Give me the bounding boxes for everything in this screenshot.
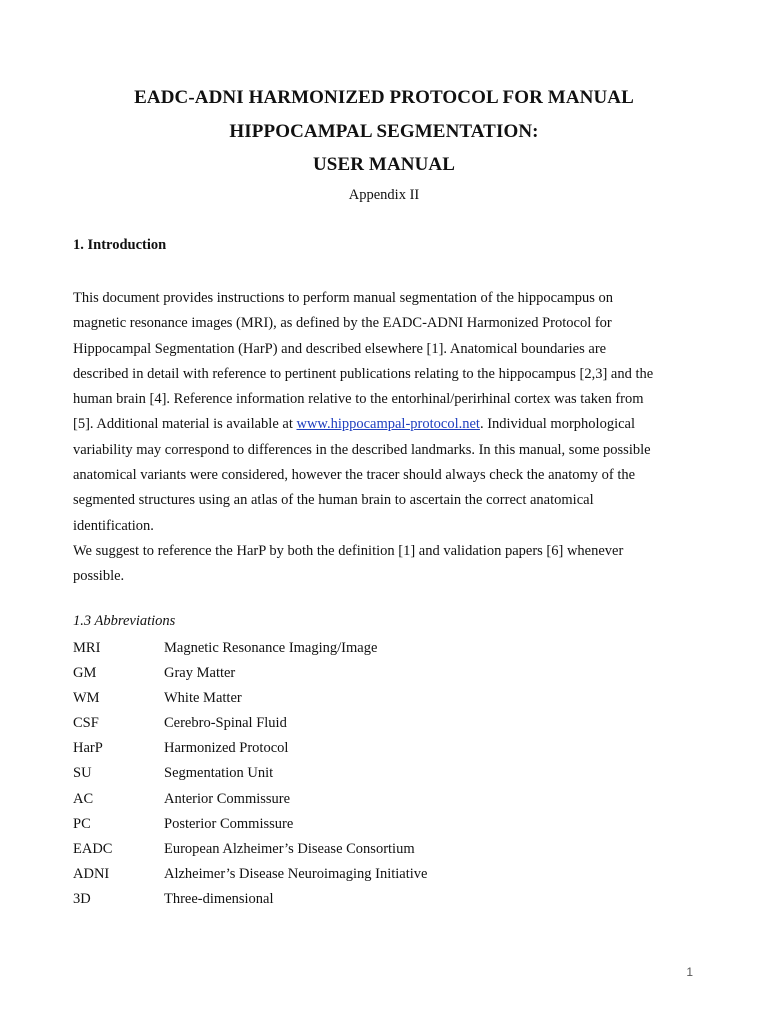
hippocampal-protocol-link[interactable]: www.hippocampal-protocol.net [296, 416, 480, 433]
intro-line: human brain [4]. Reference information relative to the entorhinal/perirhinal cortex was taken from [73, 391, 644, 408]
abbreviation-row [73, 864, 427, 889]
intro-line: described in detail with reference to pertinent publications relating to the hippocampus [2,3] and the [73, 365, 654, 382]
abbreviation-term: 3D [73, 890, 91, 907]
abbreviation-definition: White Matter [164, 690, 242, 707]
abbreviation-term: ADNI [73, 865, 110, 882]
abbreviation-definition: Alzheimer’s Disease Neuroimaging Initiative [164, 865, 428, 882]
abbreviation-definition: Three-dimensional [164, 890, 274, 907]
abbreviation-definition: Segmentation Unit [164, 765, 274, 782]
intro-line: Hippocampal Segmentation (HarP) and described elsewhere [1]. Anatomical boundaries are [73, 340, 607, 357]
intro-line: We suggest to reference the HarP by both the definition [1] and validation papers [6] whenever [73, 542, 624, 559]
abbreviation-term: PC [73, 815, 91, 832]
abbreviation-row [73, 789, 427, 814]
abbreviation-row [73, 688, 427, 713]
section-heading-introduction: 1. Introduction [73, 237, 167, 253]
abbreviation-definition: Gray Matter [164, 665, 236, 682]
abbreviation-definition: Anterior Commissure [164, 790, 291, 807]
abbreviation-row [73, 638, 427, 663]
abbreviation-term: GM [73, 665, 97, 682]
abbreviation-term: SU [73, 765, 92, 782]
abbreviation-term: MRI [73, 640, 101, 656]
abbreviation-row [73, 763, 427, 788]
intro-line: This document provides instructions to perform manual segmentation of the hippocampus on [73, 290, 614, 306]
abbreviation-row [73, 713, 427, 738]
abbreviation-definition: Cerebro-Spinal Fluid [164, 715, 287, 732]
intro-line: variability may correspond to differences in the described landmarks. In this manual, some possible [73, 441, 651, 458]
document-title-line-2: HIPPOCAMPAL SEGMENTATION: [229, 121, 539, 142]
intro-line: segmented structures using an atlas of the human brain to ascertain the correct anatomical [73, 492, 594, 509]
document-title-line-1: EADC-ADNI HARMONIZED PROTOCOL FOR MANUAL [134, 87, 634, 108]
abbreviation-term: HarP [73, 740, 103, 757]
abbreviations-list [73, 638, 427, 914]
abbreviation-term: AC [73, 790, 94, 807]
intro-line-with-link [73, 412, 713, 437]
intro-text-after-link: . Individual morphological [479, 416, 635, 433]
abbreviation-term: WM [73, 690, 100, 707]
intro-text-before-link: [5]. Additional material is available at [73, 416, 297, 433]
abbreviation-definition: Harmonized Protocol [164, 740, 289, 757]
abbreviation-definition: European Alzheimer’s Disease Consortium [164, 840, 415, 857]
abbreviations-heading: 1.3 Abbreviations [73, 613, 176, 629]
document-title-line-3: USER MANUAL [312, 154, 456, 175]
abbreviation-row [73, 839, 427, 864]
appendix-label: Appendix II [348, 187, 420, 203]
abbreviation-definition: Magnetic Resonance Imaging/Image [164, 640, 378, 656]
abbreviation-term: EADC [73, 840, 113, 857]
intro-line: magnetic resonance images (MRI), as defined by the EADC-ADNI Harmonized Protocol for [73, 315, 612, 332]
abbreviation-row [73, 889, 427, 914]
abbreviation-term: CSF [73, 715, 99, 732]
page-number: 1 [686, 965, 693, 979]
introduction-paragraph [73, 286, 713, 590]
abbreviation-row [73, 738, 427, 763]
abbreviation-row [73, 814, 427, 839]
abbreviation-definition: Posterior Commissure [164, 815, 294, 832]
intro-line: identification. [73, 517, 154, 534]
intro-line: anatomical variants were considered, however the tracer should always check the anatomy of the [73, 467, 636, 484]
intro-line: possible. [73, 568, 125, 585]
abbreviation-row [73, 663, 427, 688]
